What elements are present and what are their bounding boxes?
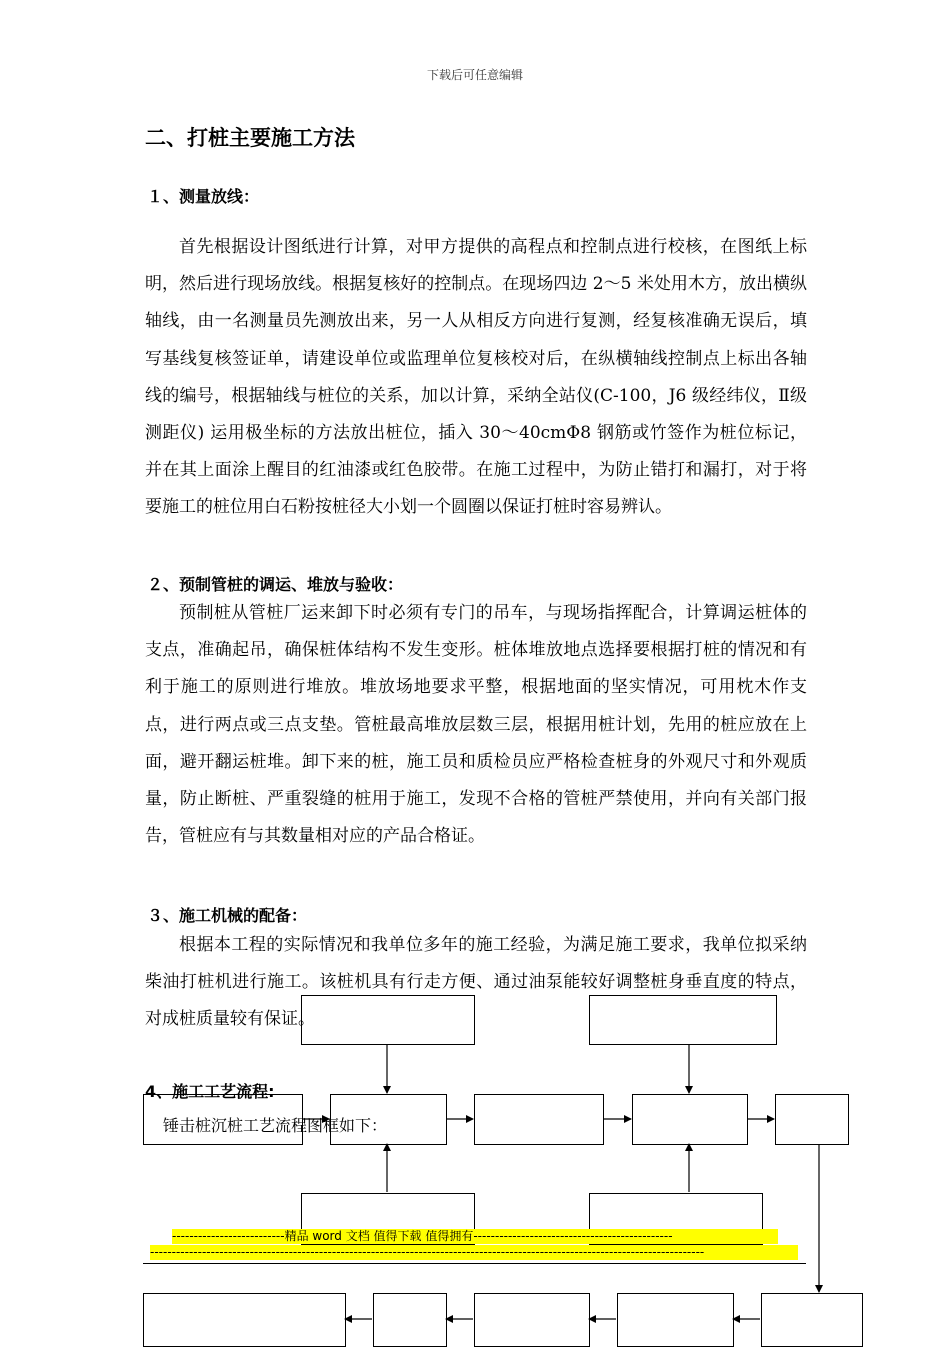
- s4-subtitle: 锤击桩沉桩工艺流程图框如下：: [163, 1116, 388, 1135]
- s2-body: 预制桩从管桩厂运来卸下时必须有专门的吊车，与现场指挥配合，计算调运桩体的支点，准确起吊，确保桩体结构不发生变形。桩体堆放地点选择要根据打桩的情况和有利于施工的原则进行堆放。堆放场地要求平整，根据地面的坚实情况，可用枕木作支点，进行两点或三点支垫。管桩最高堆放层数三层，根据用桩计划，先用的桩应放在上面，避开翻运桩堆。卸下来的桩，施工员和质检员应严格检查桩身的外观尺寸和外观质量，防止断桩、严重裂缝的桩用于施工，发现不合格的管桩严禁使用，并向有关部门报告，管桩应有与其数量相对应的产品合格证。: [145, 603, 807, 847]
- s3-heading: ３、施工机械的配备：: [147, 906, 308, 925]
- s1-heading: １、测量放线：: [147, 187, 260, 206]
- page-header-note: 下载后可任意编辑: [426, 68, 523, 82]
- s2-heading: ２、预制管桩的调运、堆放与验收：: [147, 575, 404, 594]
- s1-body: 首先根据设计图纸进行计算，对甲方提供的高程点和控制点进行校核，在图纸上标明，然后进行现场放线。根据复核好的控制点。在现场四边 2～5 米处用木方，放出横纵轴线，由一名测量员先测放出来，另一人从相反方向进行复测，经复核准确无误后，填写基线复核签证单，请建设单位或监理单位复核校对后，在纵横轴线控制点上标出各轴线的编号，根据轴线与桩位的关系，加以计算，采纳全站仪(C-100，J6 级经纬仪，Ⅱ级测距仪) 运用极坐标的方法放出桩位，插入 30～40cmΦ8 钢筋或竹签作为桩位标记， 并在其上面涂上醒目的红油漆或红色胶带。在施工过程中，为防止错打和漏打，对于将要施工的桩位用白石粉按桩径大小划一个圆圈以保证打桩时容易辨认。: [145, 237, 807, 518]
- s4-heading-text: 4、施工工艺流程:: [145, 1082, 275, 1101]
- s3-body: 根据本工程的实际情况和我单位多年的施工经验，为满足施工要求，我单位拟采纳柴油打桩机进行施工。该桩机具有行走方便、通过油泵能较好调整桩身垂直度的特点，对成桩质量较有保证。: [145, 935, 807, 1030]
- footer-watermark-line1: --------------------------精品 word 文档 值得下载 值得拥有----------------------------------------------: [172, 1229, 778, 1244]
- footer-rule: [143, 1263, 806, 1264]
- footer-watermark-line2: --------------------------------------------------------------------------------------------------------------------------------: [150, 1245, 798, 1260]
- section-title: 二、打桩主要施工方法: [145, 126, 355, 150]
